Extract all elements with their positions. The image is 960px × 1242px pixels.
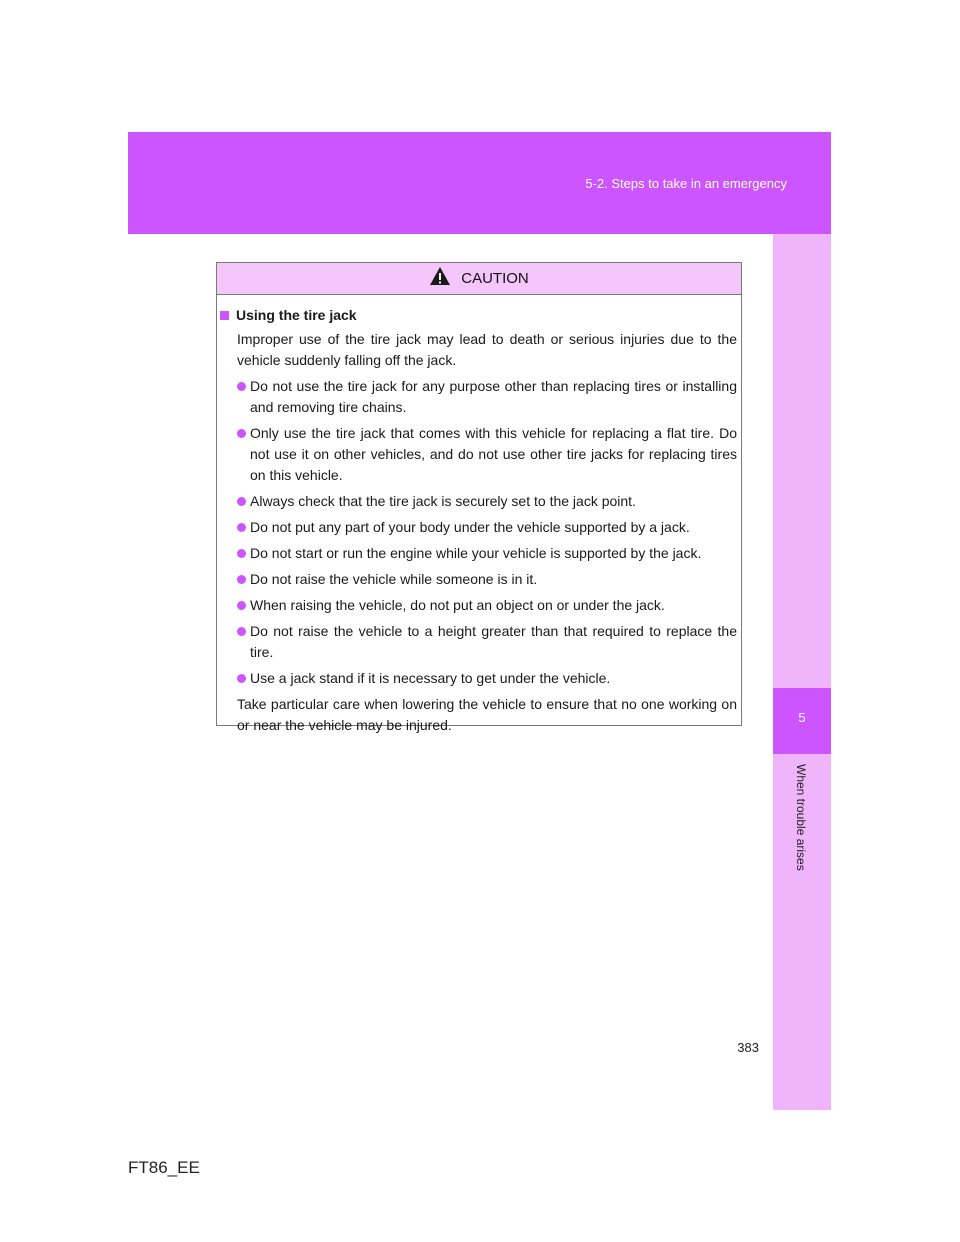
chapter-number: 5 xyxy=(798,710,806,725)
caution-bullet: Do not use the tire jack for any purpose other than replacing tires or installing and removing tire chains. xyxy=(237,376,737,418)
caution-bullet: Do not start or run the engine while your vehicle is supported by the jack. xyxy=(237,543,737,564)
caution-label: CAUTION xyxy=(461,270,529,287)
caution-closing: Take particular care when lowering the vehicle to ensure that no one working on or near the vehicle may be injured. xyxy=(237,696,737,733)
caution-intro: Improper use of the tire jack may lead to death or serious injuries due to the vehicle suddenly falling off the jack. xyxy=(237,331,737,368)
caution-bullet: Use a jack stand if it is necessary to get under the vehicle. xyxy=(237,668,737,689)
chapter-side-tab xyxy=(773,234,831,1110)
caution-box xyxy=(216,262,742,733)
warning-triangle-icon xyxy=(429,266,451,291)
page-number: 383 xyxy=(737,1040,759,1055)
caution-bullet: Always check that the tire jack is securely set to the jack point. xyxy=(237,491,737,512)
caution-bullet: When raising the vehicle, do not put an object on or under the jack. xyxy=(237,595,737,616)
caution-header xyxy=(217,263,741,295)
caution-bullet: Do not put any part of your body under the vehicle supported by a jack. xyxy=(237,517,737,538)
caution-bullet: Only use the tire jack that comes with this vehicle for replacing a flat tire. Do not use it on other vehicles, and do not use other tire jacks for replacing tires on this vehicle. xyxy=(237,423,737,486)
section-title: 5-2. Steps to take in an emergency xyxy=(585,176,787,191)
caution-heading: Using the tire jack xyxy=(220,305,737,326)
chapter-title: When trouble arises xyxy=(794,764,808,871)
caution-body xyxy=(217,295,741,736)
caution-bullet: Do not raise the vehicle to a height greater than that required to replace the tire. xyxy=(237,621,737,663)
header-band xyxy=(128,132,831,234)
document-code: FT86_EE xyxy=(128,1158,200,1177)
caution-bullet: Do not raise the vehicle while someone is in it. xyxy=(237,569,737,590)
